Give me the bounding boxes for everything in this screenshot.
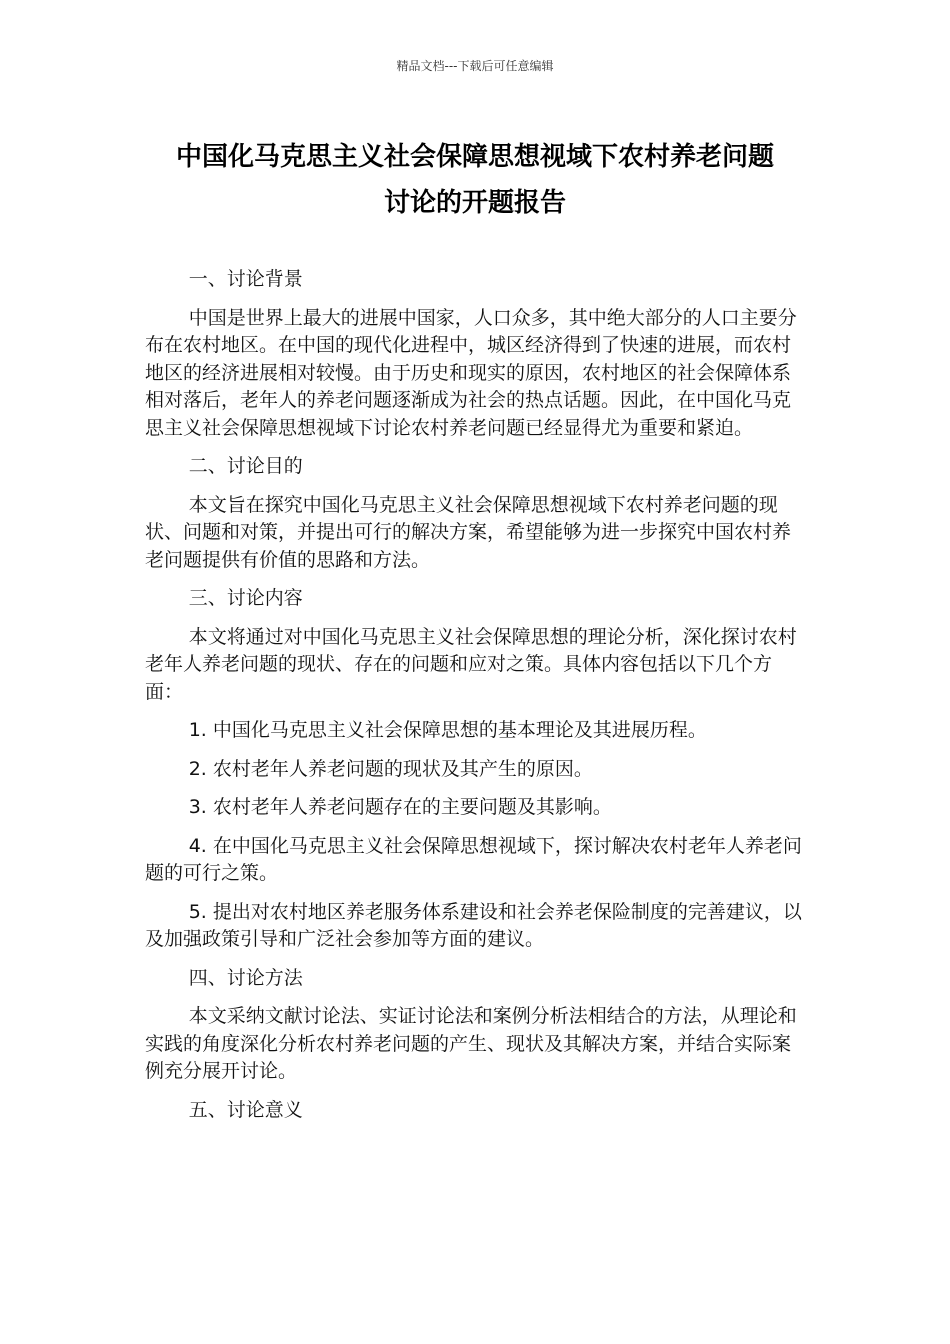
section-heading-significance: 五、讨论意义 — [188, 1098, 303, 1121]
section-heading-purpose: 二、讨论目的 — [188, 455, 303, 477]
document-title — [130, 134, 820, 226]
content-list-item-2: 2. 农村老年人养老问题的现状及其产生的原因。 — [188, 757, 593, 780]
content-list-item-5: 5. 提出对农村地区养老服务体系建设和社会养老保险制度的完善建议，以及加强政策引导和广泛社会参加等方面的建议。 — [145, 900, 802, 950]
content-list-item-3: 3. 农村老年人养老问题存在的主要问题及其影响。 — [188, 796, 612, 818]
section-body-background: 中国是世界上最大的进展中国家，人口众多，其中绝大部分的人口主要分布在农村地区。在中国的现代化进程中，城区经济得到了快速的进展，而农村地区的经济进展相对较慢。由于历史和现实的原因，农村地区的社会保障体系相对落后，老年人的养老问题逐渐成为社会的热点话题。因此，在中国化马克思主义社会保障思想视域下讨论农村养老问题已经显得尤为重要和紧迫。 — [145, 306, 797, 439]
document-body — [145, 266, 805, 1135]
document-title-line-2: 讨论的开题报告 — [383, 188, 566, 218]
content-list-item-1: 1. 中国化马克思主义社会保障思想的基本理论及其进展历程。 — [188, 719, 707, 741]
section-heading-content: 三、讨论内容 — [188, 587, 303, 609]
section-body-purpose: 本文旨在探究中国化马克思主义社会保障思想视域下农村养老问题的现状、问题和对策，并提出可行的解决方案，希望能够为进一步探究中国农村养老问题提供有价值的思路和方法。 — [145, 493, 792, 571]
section-body-content: 本文将通过对中国化马克思主义社会保障思想的理论分析，深化探讨农村老年人养老问题的现状、存在的问题和应对之策。具体内容包括以下几个方面： — [145, 625, 797, 703]
section-body-method: 本文采纳文献讨论法、实证讨论法和案例分析法相结合的方法，从理论和实践的角度深化分析农村养老问题的产生、现状及其解决方案，并结合实际案例充分展开讨论。 — [145, 1005, 797, 1082]
document-title-line-1: 中国化马克思主义社会保障思想视域下农村养老问题 — [175, 142, 774, 172]
section-heading-background: 一、讨论背景 — [188, 268, 303, 290]
section-heading-method: 四、讨论方法 — [188, 966, 303, 989]
content-list-item-4: 4. 在中国化马克思主义社会保障思想视域下，探讨解决农村老年人养老问题的可行之策。 — [145, 834, 802, 884]
page-header-note: 精品文档---下载后可任意编辑 — [396, 59, 554, 73]
